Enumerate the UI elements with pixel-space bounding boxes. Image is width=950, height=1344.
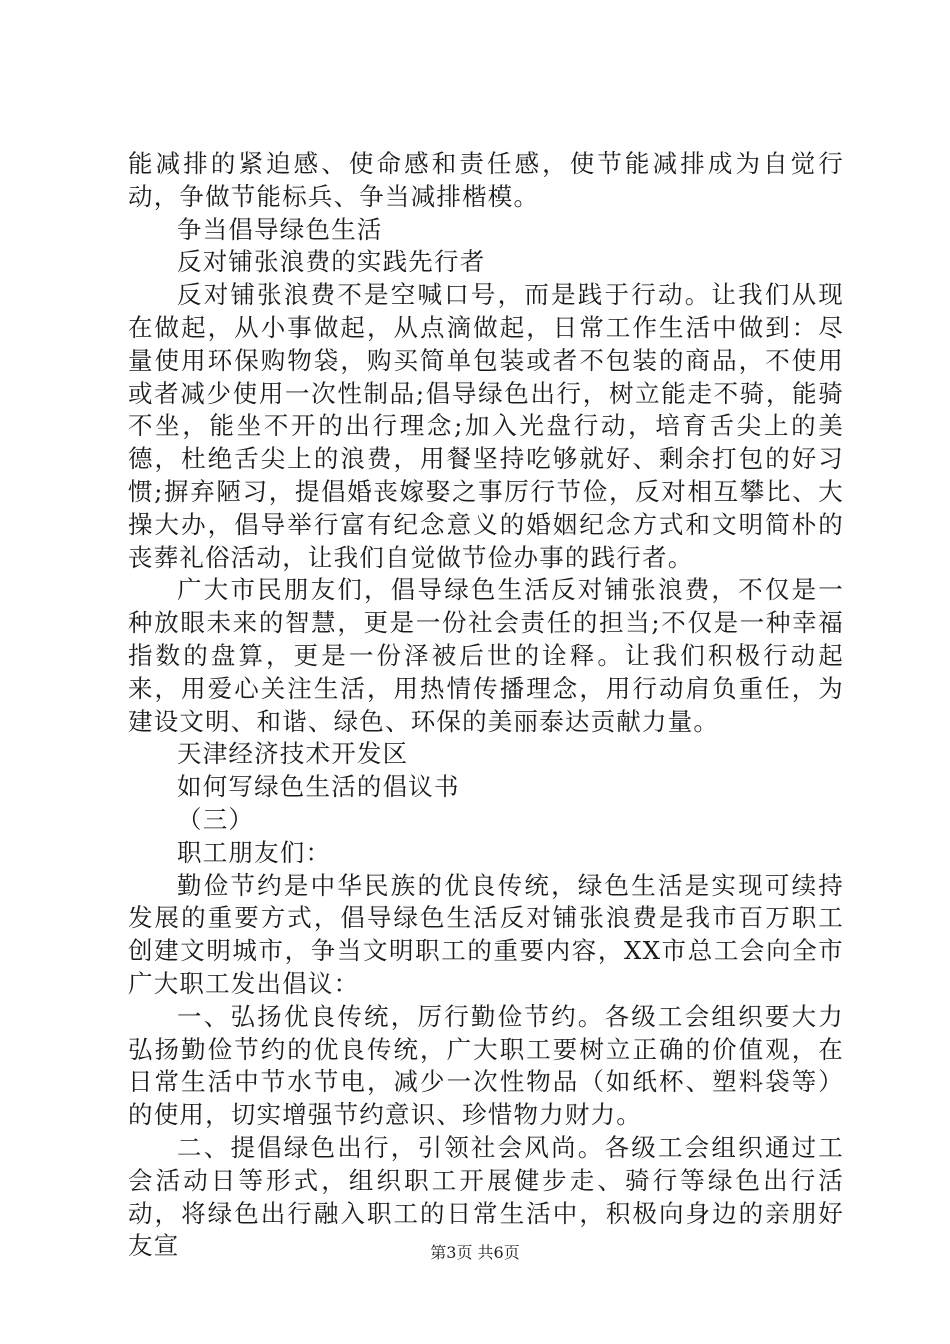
paragraph-item-1: 一、弘扬优良传统，厉行勤俭节约。各级工会组织要大力弘扬勤俭节约的优良传统，广大职工要树立正确的价值观，在日常生活中节水节电，减少一次性物品（如纸杯、塑料袋等）的使用，切实增强节约意识、珍惜物力财力。 [128,1001,844,1130]
section-title: 如何写绿色生活的倡议书 [177,772,460,802]
paragraph-intro: 勤俭节约是中华民族的优良传统，绿色生活是实现可续持发展的重要方式，倡导绿色生活反对铺张浪费是我市百万职工创建文明城市，争当文明职工的重要内容，XX市总工会向全市广大职工发出倡议： [128,870,844,998]
salutation: 职工朋友们： [177,837,332,867]
heading-line-2: 反对铺张浪费的实践先行者 [177,247,486,277]
signature-org: 天津经济技术开发区 [177,739,409,769]
document-body [128,148,844,1263]
section-number: （三） [177,804,255,834]
paragraph-continuation: 能减排的紧迫感、使命感和责任感，使节能减排成为自觉行动，争做节能标兵、争当减排楷模。 [128,149,844,211]
paragraph-item-2: 二、提倡绿色出行，引领社会风尚。各级工会组织通过工会活动日等形式，组织职工开展健步走、骑行等绿色出行活动，将绿色出行融入职工的日常生活中，积极向身边的亲朋好友宣 [128,1132,844,1261]
page-number: 第3页 共6页 [430,1243,520,1262]
heading-line-1: 争当倡导绿色生活 [177,214,383,244]
paragraph-practice: 反对铺张浪费不是空喊口号，而是践于行动。让我们从现在做起，从小事做起，从点滴做起，日常工作生活中做到：尽量使用环保购物袋，购买简单包装或者不包装的商品，不使用或者减少使用一次性制品;倡导绿色出行，树立能走不骑，能骑不坐，能坐不开的出行理念;加入光盘行动，培育舌尖上的美德，杜绝舌尖上的浪费，用餐坚持吃够就好、剩余打包的好习惯;摒弃陋习，提倡婚丧嫁娶之事厉行节俭，反对相互攀比、大操大办，倡导举行富有纪念意义的婚姻纪念方式和文明简朴的丧葬礼俗活动，让我们自觉做节俭办事的践行者。 [128,280,844,572]
paragraph-citizens: 广大市民朋友们，倡导绿色生活反对铺张浪费，不仅是一种放眼未来的智慧，更是一份社会责任的担当;不仅是一种幸福指数的盘算，更是一份泽被后世的诠释。让我们积极行动起来，用爱心关注生活，用热情传播理念，用行动肩负重任，为建设文明、和谐、绿色、环保的美丽泰达贡献力量。 [128,575,844,736]
